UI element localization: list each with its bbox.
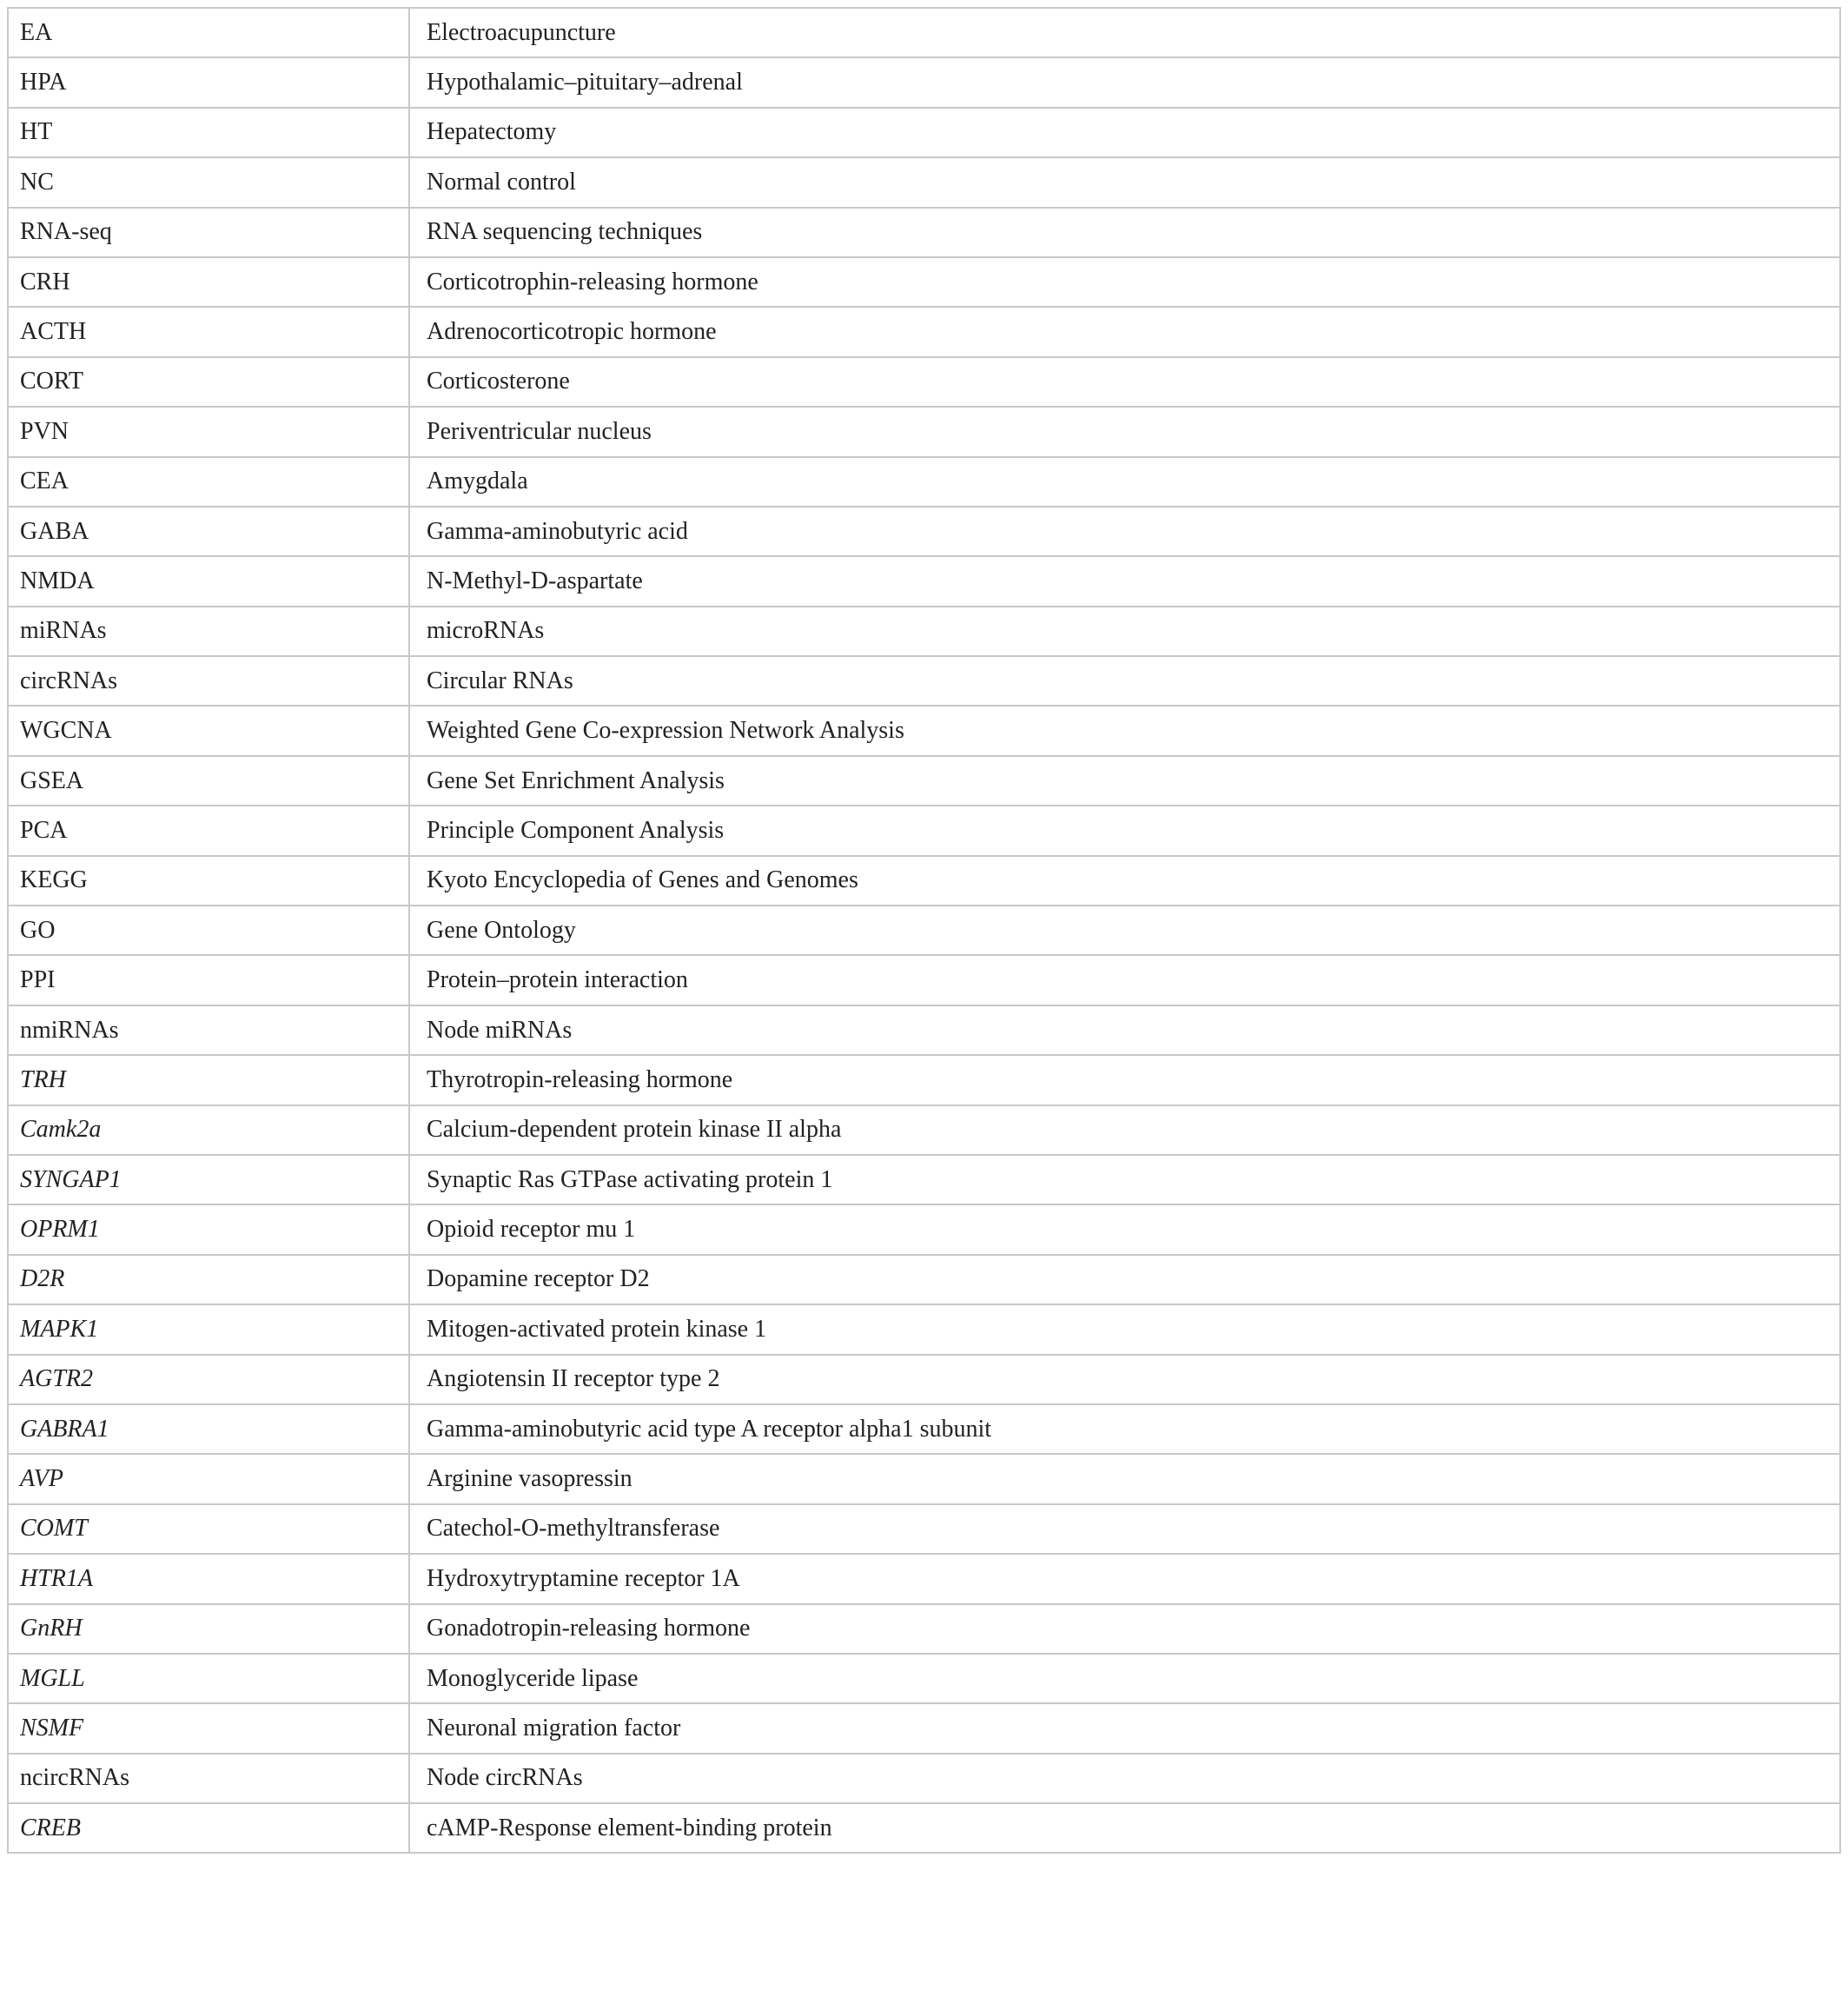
abbreviation-cell: ncircRNAs xyxy=(8,1754,409,1803)
abbreviation-cell: CORT xyxy=(8,357,409,407)
definition-cell: Hepatectomy xyxy=(409,108,1840,157)
table-row xyxy=(8,656,1840,706)
abbreviation-cell: NC xyxy=(8,157,409,207)
table-row xyxy=(8,1204,1840,1254)
definition-cell: Synaptic Ras GTPase activating protein 1 xyxy=(409,1155,1840,1204)
abbreviation-cell: NMDA xyxy=(8,556,409,606)
abbreviation-cell: COMT xyxy=(8,1504,409,1554)
table-row xyxy=(8,1703,1840,1753)
abbreviations-table-container xyxy=(7,7,1841,1854)
abbreviation-cell: HT xyxy=(8,108,409,157)
definition-cell: Arginine vasopressin xyxy=(409,1454,1840,1503)
abbreviation-cell: RNA-seq xyxy=(8,208,409,257)
abbreviation-cell: circRNAs xyxy=(8,656,409,706)
definition-cell: Protein–protein interaction xyxy=(409,955,1840,1005)
definition-cell: Node miRNAs xyxy=(409,1005,1840,1055)
definition-cell: Monoglyceride lipase xyxy=(409,1654,1840,1703)
definition-cell: Node circRNAs xyxy=(409,1754,1840,1803)
table-row xyxy=(8,1604,1840,1654)
table-row xyxy=(8,1155,1840,1204)
abbreviation-cell: WGCNA xyxy=(8,706,409,755)
definition-cell: Mitogen-activated protein kinase 1 xyxy=(409,1304,1840,1354)
table-row xyxy=(8,1654,1840,1703)
abbreviation-cell: AGTR2 xyxy=(8,1355,409,1404)
definition-cell: Gonadotropin-releasing hormone xyxy=(409,1604,1840,1654)
table-row xyxy=(8,157,1840,207)
definition-cell: Gamma-aminobutyric acid type A receptor alpha1 subunit xyxy=(409,1404,1840,1454)
abbreviation-cell: nmiRNAs xyxy=(8,1005,409,1055)
table-row xyxy=(8,1803,1840,1853)
definition-cell: cAMP-Response element-binding protein xyxy=(409,1803,1840,1853)
definition-cell: Corticosterone xyxy=(409,357,1840,407)
abbreviation-cell: OPRM1 xyxy=(8,1204,409,1254)
abbreviation-cell: CREB xyxy=(8,1803,409,1853)
abbreviation-cell: AVP xyxy=(8,1454,409,1503)
abbreviation-cell: MGLL xyxy=(8,1654,409,1703)
table-row xyxy=(8,1304,1840,1354)
definition-cell: microRNAs xyxy=(409,607,1840,656)
abbreviation-cell: PCA xyxy=(8,806,409,855)
abbreviation-cell: KEGG xyxy=(8,856,409,906)
abbreviation-cell: Camk2a xyxy=(8,1105,409,1155)
table-row xyxy=(8,257,1840,307)
abbreviation-cell: CEA xyxy=(8,457,409,507)
definition-cell: Amygdala xyxy=(409,457,1840,507)
abbreviation-cell: MAPK1 xyxy=(8,1304,409,1354)
definition-cell: Angiotensin II receptor type 2 xyxy=(409,1355,1840,1404)
abbreviations-table-body xyxy=(8,8,1840,1853)
abbreviation-cell: SYNGAP1 xyxy=(8,1155,409,1204)
definition-cell: Weighted Gene Co-expression Network Analysis xyxy=(409,706,1840,755)
abbreviation-cell: ACTH xyxy=(8,307,409,356)
abbreviations-table xyxy=(7,7,1841,1854)
definition-cell: Principle Component Analysis xyxy=(409,806,1840,855)
definition-cell: Adrenocorticotropic hormone xyxy=(409,307,1840,356)
abbreviation-cell: D2R xyxy=(8,1255,409,1304)
abbreviation-cell: PPI xyxy=(8,955,409,1005)
definition-cell: Gamma-aminobutyric acid xyxy=(409,507,1840,556)
definition-cell: Gene Ontology xyxy=(409,906,1840,955)
table-row xyxy=(8,706,1840,755)
table-row xyxy=(8,556,1840,606)
definition-cell: Kyoto Encyclopedia of Genes and Genomes xyxy=(409,856,1840,906)
table-row xyxy=(8,856,1840,906)
definition-cell: Calcium-dependent protein kinase II alpha xyxy=(409,1105,1840,1155)
abbreviation-cell: GABA xyxy=(8,507,409,556)
definition-cell: Corticotrophin-releasing hormone xyxy=(409,257,1840,307)
definition-cell: Hydroxytryptamine receptor 1A xyxy=(409,1554,1840,1603)
table-row xyxy=(8,1554,1840,1603)
table-row xyxy=(8,108,1840,157)
definition-cell: N-Methyl-D-aspartate xyxy=(409,556,1840,606)
abbreviation-cell: GO xyxy=(8,906,409,955)
table-row xyxy=(8,607,1840,656)
table-row xyxy=(8,57,1840,107)
table-row xyxy=(8,1404,1840,1454)
abbreviation-cell: EA xyxy=(8,8,409,57)
table-row xyxy=(8,806,1840,855)
abbreviation-cell: miRNAs xyxy=(8,607,409,656)
abbreviation-cell: PVN xyxy=(8,407,409,456)
abbreviation-cell: TRH xyxy=(8,1055,409,1105)
definition-cell: Catechol-O-methyltransferase xyxy=(409,1504,1840,1554)
table-row xyxy=(8,1255,1840,1304)
table-row xyxy=(8,955,1840,1005)
abbreviation-cell: GnRH xyxy=(8,1604,409,1654)
table-row xyxy=(8,1055,1840,1105)
abbreviation-cell: CRH xyxy=(8,257,409,307)
table-row xyxy=(8,307,1840,356)
abbreviation-cell: GSEA xyxy=(8,756,409,806)
definition-cell: Electroacupuncture xyxy=(409,8,1840,57)
table-row xyxy=(8,8,1840,57)
definition-cell: Gene Set Enrichment Analysis xyxy=(409,756,1840,806)
abbreviation-cell: HTR1A xyxy=(8,1554,409,1603)
table-row xyxy=(8,357,1840,407)
definition-cell: Normal control xyxy=(409,157,1840,207)
abbreviation-cell: HPA xyxy=(8,57,409,107)
table-row xyxy=(8,457,1840,507)
table-row xyxy=(8,1504,1840,1554)
abbreviation-cell: NSMF xyxy=(8,1703,409,1753)
table-row xyxy=(8,507,1840,556)
table-row xyxy=(8,906,1840,955)
definition-cell: Thyrotropin-releasing hormone xyxy=(409,1055,1840,1105)
table-row xyxy=(8,1005,1840,1055)
table-row xyxy=(8,756,1840,806)
abbreviation-cell: GABRA1 xyxy=(8,1404,409,1454)
definition-cell: Opioid receptor mu 1 xyxy=(409,1204,1840,1254)
table-row xyxy=(8,1754,1840,1803)
definition-cell: Hypothalamic–pituitary–adrenal xyxy=(409,57,1840,107)
definition-cell: Circular RNAs xyxy=(409,656,1840,706)
table-row xyxy=(8,1454,1840,1503)
table-row xyxy=(8,1355,1840,1404)
table-row xyxy=(8,208,1840,257)
definition-cell: Periventricular nucleus xyxy=(409,407,1840,456)
table-row xyxy=(8,407,1840,456)
table-row xyxy=(8,1105,1840,1155)
definition-cell: RNA sequencing techniques xyxy=(409,208,1840,257)
definition-cell: Dopamine receptor D2 xyxy=(409,1255,1840,1304)
definition-cell: Neuronal migration factor xyxy=(409,1703,1840,1753)
